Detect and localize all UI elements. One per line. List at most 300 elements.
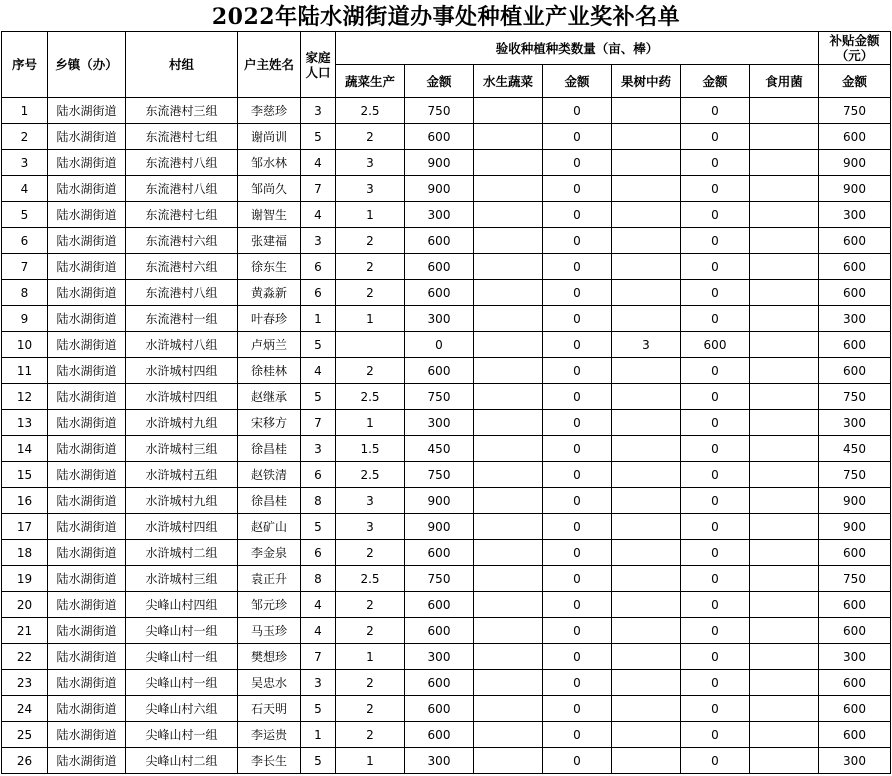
cell-veg: 1 — [336, 202, 405, 228]
cell-seq: 18 — [2, 540, 48, 566]
cell-fruit — [612, 98, 681, 124]
cell-name: 赵铁清 — [238, 462, 301, 488]
cell-total: 900 — [819, 176, 891, 202]
cell-family: 4 — [301, 618, 336, 644]
cell-family: 7 — [301, 410, 336, 436]
cell-veg-amt: 600 — [405, 670, 474, 696]
cell-veg: 2.5 — [336, 566, 405, 592]
cell-fruit: 3 — [612, 332, 681, 358]
cell-veg-amt: 600 — [405, 696, 474, 722]
cell-veg: 2 — [336, 540, 405, 566]
cell-veg-amt: 0 — [405, 332, 474, 358]
cell-seq: 12 — [2, 384, 48, 410]
cell-seq: 16 — [2, 488, 48, 514]
cell-fruit — [612, 202, 681, 228]
cell-aq — [474, 384, 543, 410]
cell-fruit-amt: 0 — [681, 748, 750, 774]
cell-aq-amt: 0 — [543, 384, 612, 410]
cell-fungus — [750, 306, 819, 332]
cell-seq: 5 — [2, 202, 48, 228]
cell-total: 900 — [819, 488, 891, 514]
table-row — [2, 488, 891, 514]
cell-veg-amt: 600 — [405, 722, 474, 748]
cell-fruit-amt: 0 — [681, 592, 750, 618]
cell-aq — [474, 696, 543, 722]
cell-family: 5 — [301, 514, 336, 540]
cell-aq-amt: 0 — [543, 670, 612, 696]
cell-fruit — [612, 358, 681, 384]
cell-fruit — [612, 436, 681, 462]
cell-seq: 1 — [2, 98, 48, 124]
cell-aq-amt: 0 — [543, 410, 612, 436]
cell-seq: 9 — [2, 306, 48, 332]
cell-family: 3 — [301, 670, 336, 696]
cell-total: 600 — [819, 228, 891, 254]
cell-aq-amt: 0 — [543, 540, 612, 566]
cell-aq-amt: 0 — [543, 436, 612, 462]
cell-family: 3 — [301, 98, 336, 124]
cell-fruit-amt: 0 — [681, 254, 750, 280]
cell-aq — [474, 98, 543, 124]
cell-seq: 22 — [2, 644, 48, 670]
cell-aq-amt: 0 — [543, 566, 612, 592]
cell-seq: 7 — [2, 254, 48, 280]
page-title: 2022年陆水湖街道办事处种植业产业奖补名单 — [211, 4, 681, 30]
cell-town: 陆水湖街道 — [48, 124, 126, 150]
cell-fungus — [750, 176, 819, 202]
cell-family: 5 — [301, 696, 336, 722]
cell-veg-amt: 750 — [405, 384, 474, 410]
cell-fungus — [750, 280, 819, 306]
header-village: 村组 — [126, 32, 238, 98]
table-row — [2, 722, 891, 748]
cell-family: 3 — [301, 436, 336, 462]
cell-name: 邹尚久 — [238, 176, 301, 202]
cell-fruit-amt: 0 — [681, 176, 750, 202]
cell-name: 邹元珍 — [238, 592, 301, 618]
table-row — [2, 696, 891, 722]
cell-fruit — [612, 410, 681, 436]
header-amount-aquatic: 金额 — [543, 65, 612, 98]
cell-veg: 2 — [336, 254, 405, 280]
cell-family: 6 — [301, 254, 336, 280]
header-seq: 序号 — [2, 32, 48, 98]
cell-veg-amt: 300 — [405, 410, 474, 436]
cell-aq — [474, 358, 543, 384]
cell-fruit — [612, 540, 681, 566]
cell-veg: 1 — [336, 748, 405, 774]
table-row — [2, 436, 891, 462]
cell-family: 8 — [301, 488, 336, 514]
cell-seq: 23 — [2, 670, 48, 696]
cell-family: 1 — [301, 722, 336, 748]
cell-village: 尖峰山村一组 — [126, 644, 238, 670]
cell-village: 东流港村三组 — [126, 98, 238, 124]
cell-veg: 3 — [336, 514, 405, 540]
cell-town: 陆水湖街道 — [48, 254, 126, 280]
cell-veg: 2 — [336, 124, 405, 150]
cell-total: 750 — [819, 566, 891, 592]
cell-village: 水浒城村五组 — [126, 462, 238, 488]
cell-fungus — [750, 748, 819, 774]
cell-fruit — [612, 306, 681, 332]
cell-name: 赵继承 — [238, 384, 301, 410]
cell-fruit-amt: 0 — [681, 696, 750, 722]
cell-aq-amt: 0 — [543, 358, 612, 384]
cell-seq: 14 — [2, 436, 48, 462]
cell-veg: 1.5 — [336, 436, 405, 462]
cell-aq — [474, 722, 543, 748]
cell-fungus — [750, 644, 819, 670]
cell-aq-amt: 0 — [543, 150, 612, 176]
header-fungus: 食用菌 — [750, 65, 819, 98]
cell-seq: 2 — [2, 124, 48, 150]
cell-aq-amt: 0 — [543, 618, 612, 644]
table-row — [2, 254, 891, 280]
cell-veg-amt: 600 — [405, 280, 474, 306]
cell-total: 600 — [819, 254, 891, 280]
cell-fruit-amt: 0 — [681, 306, 750, 332]
table-row — [2, 176, 891, 202]
cell-town: 陆水湖街道 — [48, 748, 126, 774]
cell-village: 水浒城村八组 — [126, 332, 238, 358]
cell-aq-amt: 0 — [543, 488, 612, 514]
cell-family: 4 — [301, 150, 336, 176]
cell-fungus — [750, 670, 819, 696]
cell-name: 宋移方 — [238, 410, 301, 436]
cell-veg-amt: 600 — [405, 358, 474, 384]
cell-town: 陆水湖街道 — [48, 488, 126, 514]
cell-name: 谢智生 — [238, 202, 301, 228]
subsidy-table — [1, 31, 891, 774]
cell-aq-amt: 0 — [543, 644, 612, 670]
cell-aq-amt: 0 — [543, 462, 612, 488]
cell-veg-amt: 300 — [405, 202, 474, 228]
cell-village: 东流港村八组 — [126, 280, 238, 306]
cell-aq — [474, 670, 543, 696]
cell-veg: 2 — [336, 618, 405, 644]
cell-total: 300 — [819, 306, 891, 332]
cell-aq — [474, 176, 543, 202]
header-family: 家庭人口 — [301, 32, 336, 98]
cell-name: 李运贵 — [238, 722, 301, 748]
cell-aq-amt: 0 — [543, 98, 612, 124]
cell-aq — [474, 254, 543, 280]
cell-aq-amt: 0 — [543, 228, 612, 254]
cell-aq — [474, 618, 543, 644]
cell-fruit — [612, 670, 681, 696]
cell-name: 樊想珍 — [238, 644, 301, 670]
cell-fruit — [612, 488, 681, 514]
cell-fungus — [750, 488, 819, 514]
cell-town: 陆水湖街道 — [48, 436, 126, 462]
cell-seq: 24 — [2, 696, 48, 722]
cell-veg-amt: 600 — [405, 228, 474, 254]
cell-fungus — [750, 98, 819, 124]
cell-fungus — [750, 436, 819, 462]
cell-veg: 3 — [336, 176, 405, 202]
cell-fungus — [750, 696, 819, 722]
cell-fungus — [750, 618, 819, 644]
cell-fungus — [750, 566, 819, 592]
cell-family: 5 — [301, 124, 336, 150]
cell-fruit — [612, 384, 681, 410]
cell-total: 750 — [819, 462, 891, 488]
cell-veg: 1 — [336, 306, 405, 332]
cell-total: 600 — [819, 280, 891, 306]
cell-fruit — [612, 150, 681, 176]
cell-fruit-amt: 600 — [681, 332, 750, 358]
cell-name: 徐昌桂 — [238, 488, 301, 514]
cell-name: 徐东生 — [238, 254, 301, 280]
cell-aq-amt: 0 — [543, 332, 612, 358]
cell-town: 陆水湖街道 — [48, 98, 126, 124]
header-veg: 蔬菜生产 — [336, 65, 405, 98]
cell-name: 叶春珍 — [238, 306, 301, 332]
cell-town: 陆水湖街道 — [48, 566, 126, 592]
cell-veg-amt: 750 — [405, 566, 474, 592]
cell-fungus — [750, 202, 819, 228]
cell-town: 陆水湖街道 — [48, 332, 126, 358]
table-row — [2, 540, 891, 566]
cell-family: 7 — [301, 176, 336, 202]
cell-total: 600 — [819, 332, 891, 358]
cell-village: 水浒城村三组 — [126, 436, 238, 462]
cell-name: 赵矿山 — [238, 514, 301, 540]
cell-name: 卢炳兰 — [238, 332, 301, 358]
cell-aq-amt: 0 — [543, 202, 612, 228]
cell-total: 600 — [819, 696, 891, 722]
cell-fruit-amt: 0 — [681, 462, 750, 488]
cell-aq — [474, 514, 543, 540]
cell-fungus — [750, 254, 819, 280]
cell-family: 5 — [301, 332, 336, 358]
cell-fungus — [750, 124, 819, 150]
cell-fruit-amt: 0 — [681, 514, 750, 540]
cell-town: 陆水湖街道 — [48, 644, 126, 670]
cell-name: 李金泉 — [238, 540, 301, 566]
cell-fruit — [612, 462, 681, 488]
cell-town: 陆水湖街道 — [48, 358, 126, 384]
cell-town: 陆水湖街道 — [48, 618, 126, 644]
cell-fruit — [612, 696, 681, 722]
cell-village: 东流港村八组 — [126, 176, 238, 202]
cell-veg: 2 — [336, 280, 405, 306]
cell-veg: 1 — [336, 644, 405, 670]
cell-fruit — [612, 644, 681, 670]
table-row — [2, 618, 891, 644]
header-amount-fruit: 金额 — [681, 65, 750, 98]
cell-aq-amt: 0 — [543, 592, 612, 618]
cell-total: 300 — [819, 644, 891, 670]
cell-aq-amt: 0 — [543, 696, 612, 722]
cell-seq: 8 — [2, 280, 48, 306]
cell-village: 水浒城村九组 — [126, 410, 238, 436]
cell-town: 陆水湖街道 — [48, 306, 126, 332]
cell-fruit-amt: 0 — [681, 618, 750, 644]
cell-fungus — [750, 150, 819, 176]
cell-fruit-amt: 0 — [681, 670, 750, 696]
cell-fruit-amt: 0 — [681, 358, 750, 384]
cell-name: 徐昌桂 — [238, 436, 301, 462]
cell-seq: 15 — [2, 462, 48, 488]
cell-veg-amt: 600 — [405, 254, 474, 280]
cell-fruit-amt: 0 — [681, 566, 750, 592]
cell-aq — [474, 124, 543, 150]
cell-veg-amt: 900 — [405, 514, 474, 540]
table-row — [2, 410, 891, 436]
cell-aq — [474, 306, 543, 332]
cell-veg: 2 — [336, 696, 405, 722]
header-group: 验收种植种类数量（亩、棒） — [336, 32, 819, 65]
cell-village: 东流港村八组 — [126, 150, 238, 176]
cell-veg: 2 — [336, 358, 405, 384]
cell-fruit — [612, 566, 681, 592]
table-row — [2, 644, 891, 670]
cell-fungus — [750, 514, 819, 540]
cell-aq — [474, 436, 543, 462]
cell-family: 4 — [301, 592, 336, 618]
cell-name: 徐桂林 — [238, 358, 301, 384]
header-amount-veg: 金额 — [405, 65, 474, 98]
cell-total: 600 — [819, 592, 891, 618]
cell-town: 陆水湖街道 — [48, 280, 126, 306]
cell-fungus — [750, 332, 819, 358]
cell-aq-amt: 0 — [543, 722, 612, 748]
cell-veg-amt: 750 — [405, 98, 474, 124]
cell-fungus — [750, 228, 819, 254]
cell-aq-amt: 0 — [543, 124, 612, 150]
cell-village: 水浒城村九组 — [126, 488, 238, 514]
cell-veg: 2 — [336, 228, 405, 254]
cell-town: 陆水湖街道 — [48, 150, 126, 176]
cell-village: 东流港村六组 — [126, 254, 238, 280]
cell-aq — [474, 488, 543, 514]
cell-fungus — [750, 540, 819, 566]
cell-village: 水浒城村四组 — [126, 358, 238, 384]
header-fruit: 果树中药 — [612, 65, 681, 98]
cell-veg-amt: 600 — [405, 592, 474, 618]
cell-town: 陆水湖街道 — [48, 722, 126, 748]
cell-village: 水浒城村二组 — [126, 540, 238, 566]
cell-total: 300 — [819, 202, 891, 228]
cell-village: 东流港村一组 — [126, 306, 238, 332]
table-row — [2, 150, 891, 176]
cell-veg-amt: 300 — [405, 748, 474, 774]
cell-name: 谢尚训 — [238, 124, 301, 150]
cell-fruit — [612, 124, 681, 150]
cell-aq-amt: 0 — [543, 306, 612, 332]
cell-family: 1 — [301, 306, 336, 332]
cell-village: 东流港村七组 — [126, 202, 238, 228]
cell-village: 水浒城村四组 — [126, 514, 238, 540]
cell-name: 吴忠水 — [238, 670, 301, 696]
table-row — [2, 384, 891, 410]
cell-veg-amt: 900 — [405, 150, 474, 176]
cell-aq-amt: 0 — [543, 514, 612, 540]
cell-aq — [474, 462, 543, 488]
header-aquatic: 水生蔬菜 — [474, 65, 543, 98]
cell-fruit-amt: 0 — [681, 540, 750, 566]
cell-town: 陆水湖街道 — [48, 384, 126, 410]
cell-aq — [474, 332, 543, 358]
cell-fruit-amt: 0 — [681, 228, 750, 254]
cell-veg-amt: 600 — [405, 618, 474, 644]
cell-veg — [336, 332, 405, 358]
cell-veg: 1 — [336, 410, 405, 436]
cell-aq — [474, 280, 543, 306]
cell-aq — [474, 540, 543, 566]
cell-seq: 13 — [2, 410, 48, 436]
cell-fungus — [750, 410, 819, 436]
table-body — [2, 98, 891, 774]
cell-aq — [474, 410, 543, 436]
table-row — [2, 358, 891, 384]
table-row — [2, 670, 891, 696]
cell-family: 6 — [301, 280, 336, 306]
cell-total: 750 — [819, 98, 891, 124]
table-row — [2, 228, 891, 254]
cell-fruit-amt: 0 — [681, 644, 750, 670]
cell-seq: 6 — [2, 228, 48, 254]
cell-fruit — [612, 748, 681, 774]
table-row — [2, 332, 891, 358]
cell-fungus — [750, 722, 819, 748]
cell-veg-amt: 750 — [405, 462, 474, 488]
cell-village: 尖峰山村一组 — [126, 618, 238, 644]
header-amount-total: 金额 — [819, 65, 891, 98]
cell-town: 陆水湖街道 — [48, 462, 126, 488]
cell-veg-amt: 900 — [405, 488, 474, 514]
cell-fruit-amt: 0 — [681, 124, 750, 150]
header-householder: 户主姓名 — [238, 32, 301, 98]
cell-seq: 21 — [2, 618, 48, 644]
cell-veg: 2 — [336, 592, 405, 618]
cell-aq — [474, 748, 543, 774]
cell-fruit-amt: 0 — [681, 722, 750, 748]
cell-family: 3 — [301, 228, 336, 254]
cell-name: 李长生 — [238, 748, 301, 774]
cell-fruit — [612, 176, 681, 202]
cell-family: 7 — [301, 644, 336, 670]
cell-name: 石天明 — [238, 696, 301, 722]
cell-town: 陆水湖街道 — [48, 592, 126, 618]
cell-fruit — [612, 254, 681, 280]
cell-seq: 25 — [2, 722, 48, 748]
cell-total: 600 — [819, 618, 891, 644]
cell-village: 尖峰山村一组 — [126, 670, 238, 696]
cell-veg-amt: 300 — [405, 306, 474, 332]
cell-fruit — [612, 618, 681, 644]
cell-village: 尖峰山村六组 — [126, 696, 238, 722]
cell-seq: 20 — [2, 592, 48, 618]
cell-total: 750 — [819, 384, 891, 410]
cell-family: 4 — [301, 202, 336, 228]
cell-total: 300 — [819, 748, 891, 774]
cell-family: 6 — [301, 462, 336, 488]
cell-fruit — [612, 228, 681, 254]
table-row — [2, 748, 891, 774]
cell-aq-amt: 0 — [543, 176, 612, 202]
cell-fruit — [612, 592, 681, 618]
cell-fruit-amt: 0 — [681, 436, 750, 462]
cell-family: 5 — [301, 748, 336, 774]
cell-town: 陆水湖街道 — [48, 202, 126, 228]
cell-total: 600 — [819, 670, 891, 696]
cell-name: 袁正升 — [238, 566, 301, 592]
table-row — [2, 592, 891, 618]
cell-village: 水浒城村四组 — [126, 384, 238, 410]
